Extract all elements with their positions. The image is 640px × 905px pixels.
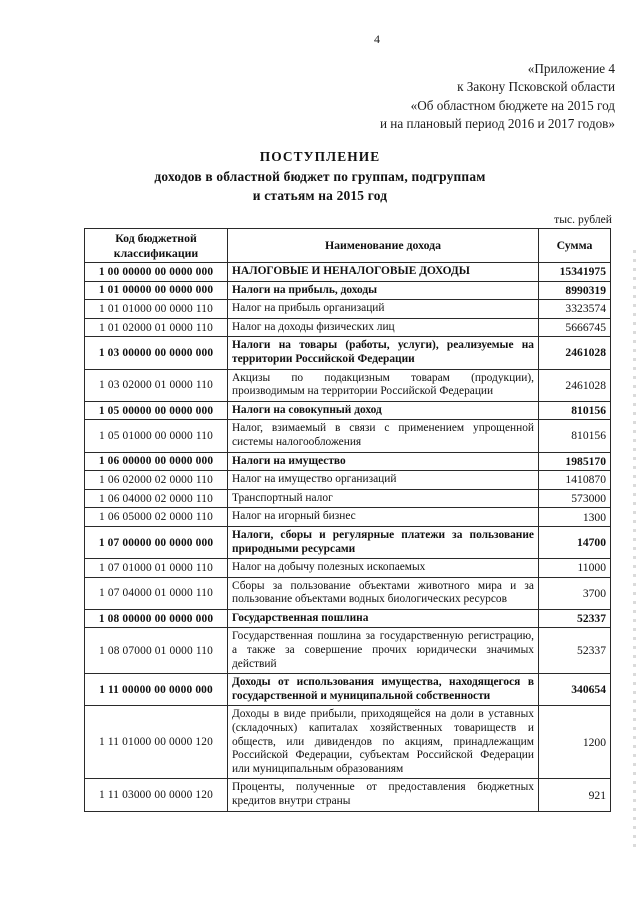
cell-budget-code: 1 03 02000 01 0000 110 — [85, 369, 228, 401]
cell-amount: 2461028 — [539, 337, 611, 369]
cell-budget-code: 1 01 02000 01 0000 110 — [85, 318, 228, 337]
cell-revenue-name: Налог на игорный бизнес — [228, 508, 539, 527]
cell-revenue-name: Акцизы по подакцизным товарам (продукции), производимым на территории Российской Федерации — [228, 369, 539, 401]
cell-budget-code: 1 11 01000 00 0000 120 — [85, 706, 228, 779]
cell-budget-code: 1 11 00000 00 0000 000 — [85, 674, 228, 706]
table-row — [85, 706, 611, 779]
appendix-line-3: «Об областном бюджете на 2015 год — [410, 97, 615, 113]
table-row — [85, 281, 611, 300]
scan-edge-artifact — [633, 250, 636, 850]
table-row — [85, 489, 611, 508]
table-row — [85, 263, 611, 282]
cell-amount: 340654 — [539, 674, 611, 706]
cell-amount: 1410870 — [539, 471, 611, 490]
table-row — [85, 559, 611, 578]
cell-budget-code: 1 06 00000 00 0000 000 — [85, 452, 228, 471]
cell-revenue-name: Налог на имущество организаций — [228, 471, 539, 490]
table-row — [85, 526, 611, 558]
cell-amount: 14700 — [539, 526, 611, 558]
table-row — [85, 674, 611, 706]
cell-amount: 11000 — [539, 559, 611, 578]
appendix-line-2: к Закону Псковской области — [457, 79, 615, 95]
cell-budget-code: 1 01 00000 00 0000 000 — [85, 281, 228, 300]
cell-budget-code: 1 03 00000 00 0000 000 — [85, 337, 228, 369]
budget-revenue-table — [84, 228, 611, 812]
appendix-line-1: «Приложение 4 — [527, 61, 615, 76]
cell-revenue-name: Проценты, полученные от предоставления бюджетных кредитов внутри страны — [228, 779, 539, 811]
cell-budget-code: 1 08 00000 00 0000 000 — [85, 609, 228, 628]
table-row — [85, 577, 611, 609]
cell-amount: 3700 — [539, 577, 611, 609]
table-row — [85, 452, 611, 471]
appendix-line-4: и на плановый период 2016 и 2017 годов» — [379, 116, 615, 132]
cell-budget-code: 1 11 03000 00 0000 120 — [85, 779, 228, 811]
cell-revenue-name: Транспортный налог — [228, 489, 539, 508]
page-number: 4 — [374, 32, 380, 46]
cell-amount: 1985170 — [539, 452, 611, 471]
cell-budget-code: 1 07 01000 01 0000 110 — [85, 559, 228, 578]
cell-revenue-name: Налог на добычу полезных ископаемых — [228, 559, 539, 578]
cell-amount: 921 — [539, 779, 611, 811]
cell-amount: 52337 — [539, 628, 611, 674]
cell-revenue-name: Налог, взимаемый в связи с применением упрощенной системы налогообложения — [228, 420, 539, 452]
cell-budget-code: 1 07 04000 01 0000 110 — [85, 577, 228, 609]
table-row — [85, 609, 611, 628]
cell-amount: 573000 — [539, 489, 611, 508]
cell-amount: 15341975 — [539, 263, 611, 282]
cell-budget-code: 1 06 04000 02 0000 110 — [85, 489, 228, 508]
cell-revenue-name: Налог на доходы физических лиц — [228, 318, 539, 337]
cell-amount: 3323574 — [539, 300, 611, 319]
cell-amount: 810156 — [539, 420, 611, 452]
document-title — [20, 147, 620, 206]
cell-budget-code: 1 05 00000 00 0000 000 — [85, 401, 228, 420]
cell-amount: 1200 — [539, 706, 611, 779]
table-row — [85, 300, 611, 319]
appendix-reference-block — [200, 60, 615, 134]
cell-revenue-name: Сборы за пользование объектами животного мира и за пользование объектами водных биологических ресурсов — [228, 577, 539, 609]
cell-revenue-name: НАЛОГОВЫЕ И НЕНАЛОГОВЫЕ ДОХОДЫ — [228, 263, 539, 282]
document-title-sub-1: доходов в областной бюджет по группам, подгруппам — [154, 168, 486, 184]
column-header-name: Наименование дохода — [228, 229, 539, 263]
table-header-row — [85, 229, 611, 263]
table-row — [85, 337, 611, 369]
cell-revenue-name: Государственная пошлина — [228, 609, 539, 628]
column-header-code: Код бюджетной классификации — [85, 229, 228, 263]
cell-amount: 52337 — [539, 609, 611, 628]
cell-revenue-name: Налоги на совокупный доход — [228, 401, 539, 420]
table-body — [85, 263, 611, 812]
cell-amount: 5666745 — [539, 318, 611, 337]
table-row — [85, 420, 611, 452]
cell-revenue-name: Государственная пошлина за государственную регистрацию, а также за совершение прочих юридически значимых действий — [228, 628, 539, 674]
cell-amount: 810156 — [539, 401, 611, 420]
cell-amount: 2461028 — [539, 369, 611, 401]
cell-budget-code: 1 05 01000 00 0000 110 — [85, 420, 228, 452]
table-row — [85, 779, 611, 811]
table-row — [85, 508, 611, 527]
table-row — [85, 401, 611, 420]
document-title-sub-2: и статьям на 2015 год — [252, 188, 388, 203]
units-label: тыс. рублей — [554, 213, 612, 226]
table-row — [85, 628, 611, 674]
cell-revenue-name: Налоги на прибыль, доходы — [228, 281, 539, 300]
cell-amount: 8990319 — [539, 281, 611, 300]
cell-revenue-name: Доходы от использования имущества, находящегося в государственной и муниципальной собственности — [228, 674, 539, 706]
cell-revenue-name: Доходы в виде прибыли, приходящейся на доли в уставных (складочных) капиталах хозяйственных товариществ и обществ, или дивидендов по акциям, принадлежащим Российской Федерации, субъектам Российской Федерации или муниципальным образованиям — [228, 706, 539, 779]
cell-amount: 1300 — [539, 508, 611, 527]
document-title-main: ПОСТУПЛЕНИЕ — [259, 149, 381, 164]
table-row — [85, 369, 611, 401]
column-header-sum: Сумма — [539, 229, 611, 263]
cell-budget-code: 1 06 05000 02 0000 110 — [85, 508, 228, 527]
cell-budget-code: 1 07 00000 00 0000 000 — [85, 526, 228, 558]
cell-revenue-name: Налоги на товары (работы, услуги), реализуемые на территории Российской Федерации — [228, 337, 539, 369]
cell-revenue-name: Налоги, сборы и регулярные платежи за пользование природными ресурсами — [228, 526, 539, 558]
table-row — [85, 318, 611, 337]
cell-budget-code: 1 01 01000 00 0000 110 — [85, 300, 228, 319]
cell-budget-code: 1 06 02000 02 0000 110 — [85, 471, 228, 490]
table-row — [85, 471, 611, 490]
cell-budget-code: 1 00 00000 00 0000 000 — [85, 263, 228, 282]
cell-revenue-name: Налог на прибыль организаций — [228, 300, 539, 319]
cell-revenue-name: Налоги на имущество — [228, 452, 539, 471]
cell-budget-code: 1 08 07000 01 0000 110 — [85, 628, 228, 674]
